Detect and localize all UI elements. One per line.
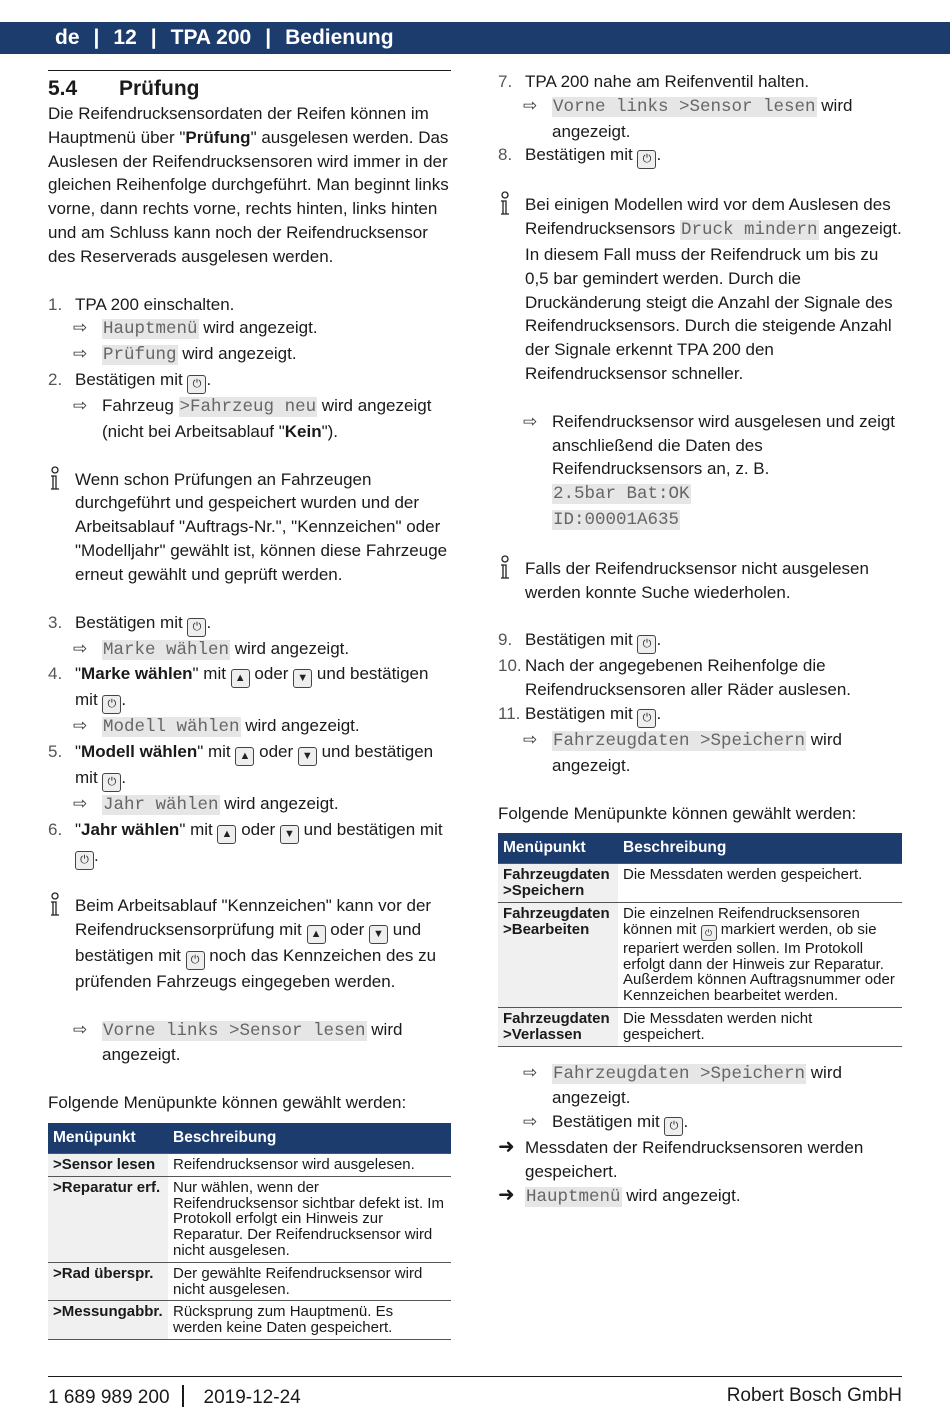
result: ⇨ Hauptmenü wird angezeigt. [73, 318, 318, 340]
info-icon [498, 555, 512, 581]
result: ⇨ Modell wählen wird angezeigt. [73, 716, 360, 738]
step-11: 11. Bestätigen mit ⏻ . [498, 702, 902, 728]
intro-paragraph: Die Reifendrucksensordaten der Reifen können im Hauptmenü über "Prüfung" ausgelesen werden. Das Auslesen der Reifendrucksensoren wird immer in der gleichen Reihenfolge durchgeführt. Man beginnt links vorne, dann rechts vorne, rechts hinten, links hinten und am Schluss kann noch der Reifendrucksensor des Reserverads ausgelesen werden. [48, 104, 449, 266]
menu-table-vehicle: Menüpunkt Beschreibung Fahrzeugdaten >Speichern Die Messdaten werden gespeichert. Fahrzeugdaten >Bearbeiten Die einzelnen Reifendrucksensoren können mit ⏻ markiert werden, ob sie repariert werden sollen. Im Protokoll erfolgt dann der Hinweis zur Reparatur. Außerdem können Auftragsnummer oder Kennzeichen bearbeitet werden. Fahrzeugdaten >Verlassen Die Messdaten werden nicht gespeichert. [498, 833, 902, 1046]
step-4: 4. "Marke wählen" mit ▲ oder ▼ und bestätigen mit ⏻ . [48, 662, 451, 714]
result: ⇨ Vorne links >Sensor lesen wird angezeigt. [523, 95, 853, 141]
result: ⇨ Vorne links >Sensor lesen wird angezeigt. [73, 1019, 403, 1065]
confirm-button-icon: ⏻ [701, 925, 717, 941]
down-button-icon: ▼ [293, 669, 312, 688]
up-button-icon: ▲ [307, 925, 326, 944]
header-section: Bedienung [285, 26, 394, 49]
step-2: 2. Bestätigen mit ⏻ . [48, 368, 451, 394]
table-row: Fahrzeugdaten >Verlassen Die Messdaten werden nicht gespeichert. [498, 1007, 902, 1046]
step-1: 1. TPA 200 einschalten. [48, 294, 235, 314]
header-product: TPA 200 [170, 26, 252, 49]
left-column [48, 70, 451, 1340]
step-9: 9. Bestätigen mit ⏻ . [498, 628, 902, 654]
result: ⇨ Marke wählen wird angezeigt. [73, 638, 350, 660]
info-icon [498, 191, 512, 217]
confirm-button-icon: ⏻ [637, 635, 656, 654]
step-5: 5. "Modell wählen" mit ▲ oder ▼ und bestätigen mit ⏻ . [48, 740, 451, 792]
result: ⇨ Fahrzeug >Fahrzeug neu wird angezeigt (nicht bei Arbeitsablauf "Kein"). [73, 395, 432, 441]
result: ⇨ Fahrzeugdaten >Speichern wird angezeigt. [523, 729, 842, 775]
table-row: >Sensor lesen Reifendrucksensor wird ausgelesen. [48, 1153, 451, 1176]
final-result: ➜ Messdaten der Reifendrucksensoren werden gespeichert. [498, 1136, 864, 1181]
right-column [498, 70, 902, 1209]
confirm-button-icon: ⏻ [637, 709, 656, 728]
table-row: >Rad überspr. Der gewählte Reifendrucksensor wird nicht ausgelesen. [48, 1262, 451, 1301]
header-page: 12 [113, 26, 137, 49]
down-button-icon: ▼ [369, 925, 388, 944]
step-7: 7. TPA 200 nahe am Reifenventil halten. [498, 72, 810, 91]
info-icon [48, 892, 62, 918]
result: ⇨ Bestätigen mit ⏻ . [498, 1110, 902, 1136]
final-result: ➜ Hauptmenü wird angezeigt. [498, 1183, 741, 1207]
step-6: 6. "Jahr wählen" mit ▲ oder ▼ und bestätigen mit ⏻ . [48, 818, 451, 870]
table-row: >Reparatur erf. Nur wählen, wenn der Reifendrucksensor sichtbar defekt ist. Im Protokoll erfolgt ein Hinweis zur Reparatur. Der Reifendrucksensor wird nicht ausgelesen. [48, 1176, 451, 1262]
menu-intro: Folgende Menüpunkte können gewählt werden: [498, 803, 857, 823]
doc-date: 2019-12-24 [203, 1387, 301, 1408]
menu-table-sensor: Menüpunkt Beschreibung >Sensor lesen Reifendrucksensor wird ausgelesen. >Reparatur erf. Nur wählen, wenn der Reifendrucksensor sichtbar defekt ist. Im Protokoll erfolgt ein Hinweis zur Reparatur. Der Reifendrucksensor wird nicht ausgelesen. >Rad überspr. Der gewählte Reifendrucksensor wird nicht ausgelesen. >Messungabbr. Rücksprung zum Hauptmenü. Es werden keine Daten gespeichert. [48, 1123, 451, 1340]
info-note: Wenn schon Prüfungen an Fahrzeugen durchgeführt und gespeichert wurden und der Arbeitsablauf "Auftrags-Nr.", "Kennzeichen" oder "Modelljahr" gewählt ist, können diese Fahrzeuge erneut gewählt und geprüft werden. [48, 468, 451, 587]
confirm-button-icon: ⏻ [637, 150, 656, 169]
step-10: 10. Nach der angegebenen Reihenfolge die Reifendrucksensoren aller Räder auslesen. [498, 656, 852, 700]
info-note: Falls der Reifendrucksensor nicht ausgelesen werden konnte Suche wiederholen. [498, 557, 902, 605]
info-note: Bei einigen Modellen wird vor dem Auslesen des Reifendrucksensors Druck mindern angezeigt. In diesem Fall muss der Reifendruck um bis zu 0,5 bar gemindert werden. Durch die Druckänderung steigt die Anzahl der Signale des Reifendrucksensors. Durch die steigende Anzahl der Signale erkennt TPA 200 den Reifendrucksensor schneller. [498, 193, 902, 385]
menu-intro: Folgende Menüpunkte können gewählt werden: [48, 1093, 407, 1113]
up-button-icon: ▲ [235, 747, 254, 766]
confirm-button-icon: ⏻ [187, 375, 206, 394]
page-footer [48, 1376, 902, 1409]
table-row: Fahrzeugdaten >Bearbeiten Die einzelnen Reifendrucksensoren können mit ⏻ markiert werden, ob sie repariert werden sollen. Im Protokoll erfolgt dann der Hinweis zur Reparatur. Außerdem können Auftragsnummer oder Kennzeichen bearbeitet werden. [498, 902, 902, 1007]
doc-number: 1 689 989 200 [48, 1387, 170, 1408]
table-row: Fahrzeugdaten >Speichern Die Messdaten werden gespeichert. [498, 864, 902, 903]
step-3: 3. Bestätigen mit ⏻ . [48, 611, 451, 637]
up-button-icon: ▲ [217, 825, 236, 844]
table-row: >Messungabbr. Rücksprung zum Hauptmenü. Es werden keine Daten gespeichert. [48, 1301, 451, 1340]
info-icon [48, 466, 62, 492]
step-8: 8. Bestätigen mit ⏻ . [498, 143, 902, 169]
confirm-button-icon: ⏻ [102, 695, 121, 714]
result: ⇨ Reifendrucksensor wird ausgelesen und zeigt anschließend die Daten des Reifendrucksensors an, z. B. 2.5bar Bat:OK ID:00001A635 [523, 411, 896, 530]
down-button-icon: ▼ [298, 747, 317, 766]
result: ⇨ Fahrzeugdaten >Speichern wird angezeigt. [523, 1062, 842, 1108]
info-note: Beim Arbeitsablauf "Kennzeichen" kann vor der Reifendrucksensorprüfung mit ▲ oder ▼ und bestätigen mit ⏻ noch das Kennzeichen des zu prüfenden Fahrzeugs eingegeben werden. [48, 894, 451, 994]
confirm-button-icon: ⏻ [664, 1117, 683, 1136]
up-button-icon: ▲ [231, 669, 250, 688]
section-heading: 5.4 Prüfung [48, 70, 451, 101]
page-header-bar: de | 12 | TPA 200 | Bedienung [0, 22, 950, 54]
down-button-icon: ▼ [280, 825, 299, 844]
confirm-button-icon: ⏻ [102, 773, 121, 792]
header-lang: de [55, 26, 80, 49]
company-name: Robert Bosch GmbH [726, 1385, 902, 1406]
result: ⇨ Jahr wählen wird angezeigt. [73, 794, 339, 816]
result: ⇨ Prüfung wird angezeigt. [73, 344, 297, 366]
confirm-button-icon: ⏻ [75, 851, 94, 870]
confirm-button-icon: ⏻ [187, 618, 206, 637]
confirm-button-icon: ⏻ [186, 951, 205, 970]
